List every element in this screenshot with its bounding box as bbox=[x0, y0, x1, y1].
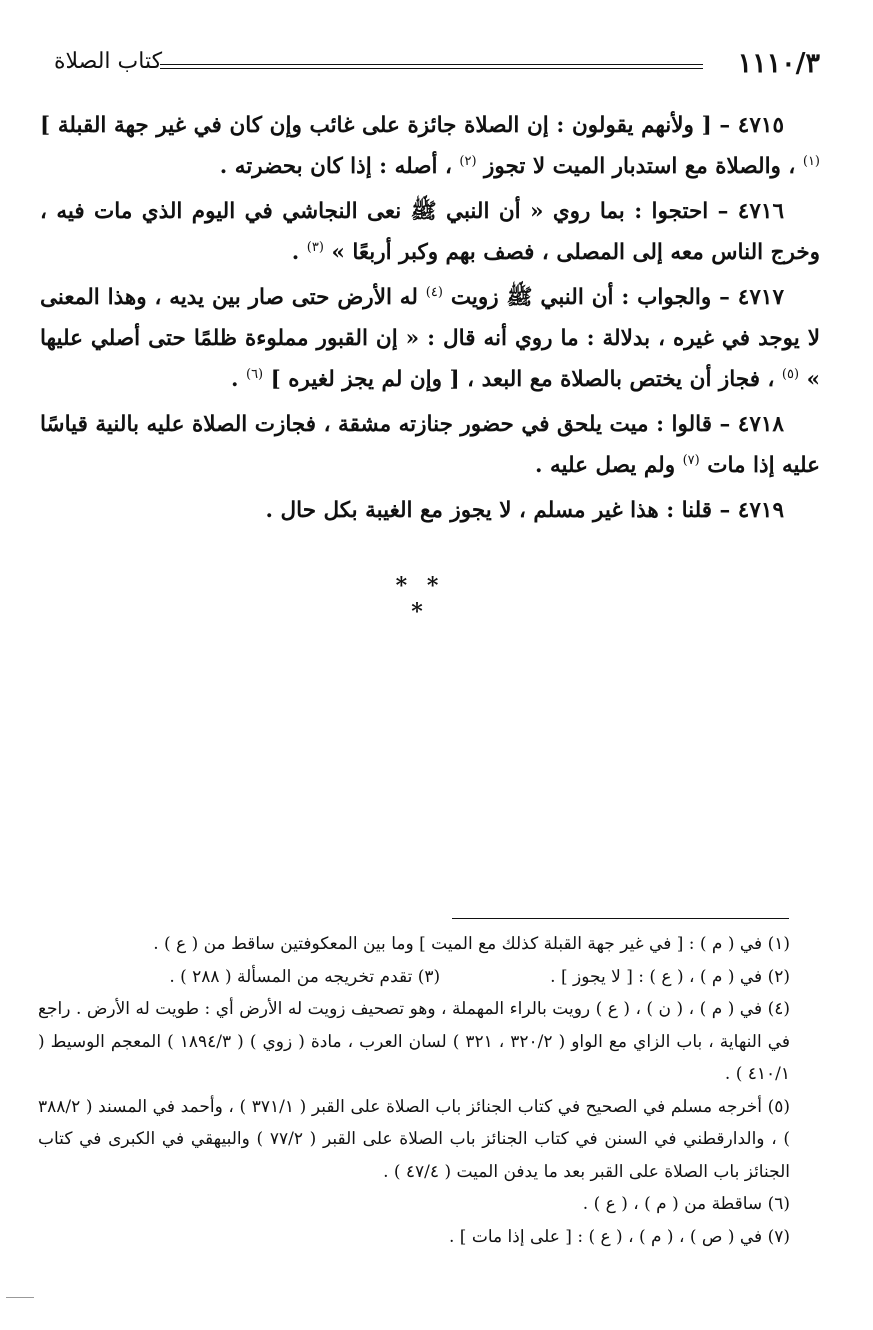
footnotes bbox=[38, 928, 790, 1253]
book-section-title: كتاب الصلاة bbox=[54, 49, 163, 74]
footnote-rule bbox=[452, 918, 789, 919]
footnote-3: (٣) تقدم تخريجه من المسألة ( ٢٨٨ ) . bbox=[169, 966, 441, 987]
footnote-1: (١) في ( م ) : [ في غير جهة القبلة كذلك مع الميت ] وما بين المعكوفتين ساقط من ( ع ) . bbox=[153, 934, 790, 954]
paragraph-text: – قالوا : ميت يلحق في حضور جنازته مشقة ، فجازت الصلاة عليه بالنية قياسًا عليه إذا مات bbox=[40, 412, 820, 478]
paragraph-text: – قلنا : هذا غير مسلم ، لا يجوز مع الغيبة بكل حال . bbox=[265, 498, 731, 523]
paragraph-number: ٤٧١٥ bbox=[737, 113, 784, 138]
paragraph-4716 bbox=[40, 191, 820, 273]
page-number: ١١١٠/٣ bbox=[737, 48, 820, 79]
footnote-ref[interactable]: (٢) bbox=[459, 153, 477, 169]
footnote-ref[interactable]: (٦) bbox=[245, 366, 264, 382]
paragraph-number: ٤٧١٩ bbox=[737, 498, 784, 523]
paragraph-number: ٤٧١٦ bbox=[737, 199, 784, 224]
footnote-ref[interactable]: (٧) bbox=[682, 452, 700, 468]
footnote-2: (٢) في ( م ) ، ( ع ) : [ لا يجوز ] . bbox=[550, 966, 790, 987]
paragraph-text: – احتجوا : بما روي « أن النبي ﷺ نعى النجاشي في اليوم الذي مات فيه ، وخرج الناس معه إلى المصلى ، فصف بهم وكبر أربعًا » bbox=[40, 199, 820, 265]
paragraph-4718 bbox=[40, 404, 820, 486]
paragraph-text: ، والصلاة مع استدبار الميت لا تجوز bbox=[484, 154, 796, 179]
paragraph-number: ٤٧١٨ bbox=[737, 412, 784, 437]
running-header bbox=[40, 44, 820, 84]
footnote-5: (٥) أخرجه مسلم في الصحيح في كتاب الجنائز باب الصلاة على القبر ( ٣٧١/١ ) ، وأحمد في المسند ( ٣٨٨/٢ ) ، والدارقطني في السنن في كتاب الجنائز باب الصلاة على القبر ( ٧٧/٢ ) والبيهقي في الكبرى في كتاب الجنائز باب الصلاة على القبر بعد ما يدفن الميت ( ٤٧/٤ ) . bbox=[38, 1096, 790, 1182]
paragraph-text: ولم يصل عليه . bbox=[535, 453, 676, 478]
footnote-4: (٤) في ( م ) ، ( ن ) ، ( ع ) رويت بالراء المهملة ، وهو تصحيف زويت له الأرض أي : طويت له الأرض . راجع في النهاية ، باب الزاي مع الواو ( ٣٢٠/٢ ، ٣٢١ ) لسان العرب ، مادة ( زوي ) ( ١٨٩٤/٣ ) المعجم الوسيط ( ٤١٠/١ ) . bbox=[38, 999, 791, 1084]
paragraph-text: . bbox=[291, 240, 300, 265]
footnote-row-2-3 bbox=[38, 961, 790, 994]
paragraph-4717 bbox=[40, 277, 820, 400]
footnote-6: (٦) ساقطة من ( م ) ، ( ع ) . bbox=[582, 1194, 790, 1214]
paragraph-text: – والجواب : أن النبي ﷺ زويت bbox=[450, 285, 730, 310]
paragraph-4719 bbox=[40, 490, 820, 531]
section-separator: * * * bbox=[395, 573, 445, 625]
paragraph-text: ، فجاز أن يختص بالصلاة مع البعد ، [ وإن لم يجز لغيره ] bbox=[270, 367, 775, 392]
footnote-ref[interactable]: (٣) bbox=[306, 239, 324, 255]
paragraph-text: ، أصله : إذا كان بحضرته . bbox=[219, 154, 452, 179]
main-text bbox=[40, 105, 820, 535]
footnote-7: (٧) في ( ص ) ، ( م ) ، ( ع ) : [ على إذا مات ] . bbox=[448, 1226, 790, 1247]
footnote-ref[interactable]: (١) bbox=[802, 153, 820, 169]
paragraph-text: له الأرض حتى صار بين يديه ، وهذا المعنى لا يوجد في غيره ، بدلالة : ما روي أنه قال : « إن القبور مملوءة ظلمًا حتى أصلي عليها » bbox=[40, 285, 820, 392]
paragraph-4715 bbox=[40, 105, 820, 187]
paragraph-text: . bbox=[230, 367, 239, 392]
margin-mark bbox=[6, 1297, 34, 1298]
footnote-ref[interactable]: (٤) bbox=[425, 284, 443, 300]
footnote-ref[interactable]: (٥) bbox=[781, 366, 800, 382]
paragraph-number: ٤٧١٧ bbox=[737, 285, 784, 310]
paragraph-text: – [ ولأنهم يقولون : إن الصلاة جائزة على غائب وإن كان في غير جهة القبلة ] bbox=[40, 113, 731, 138]
header-double-rule bbox=[160, 64, 703, 69]
